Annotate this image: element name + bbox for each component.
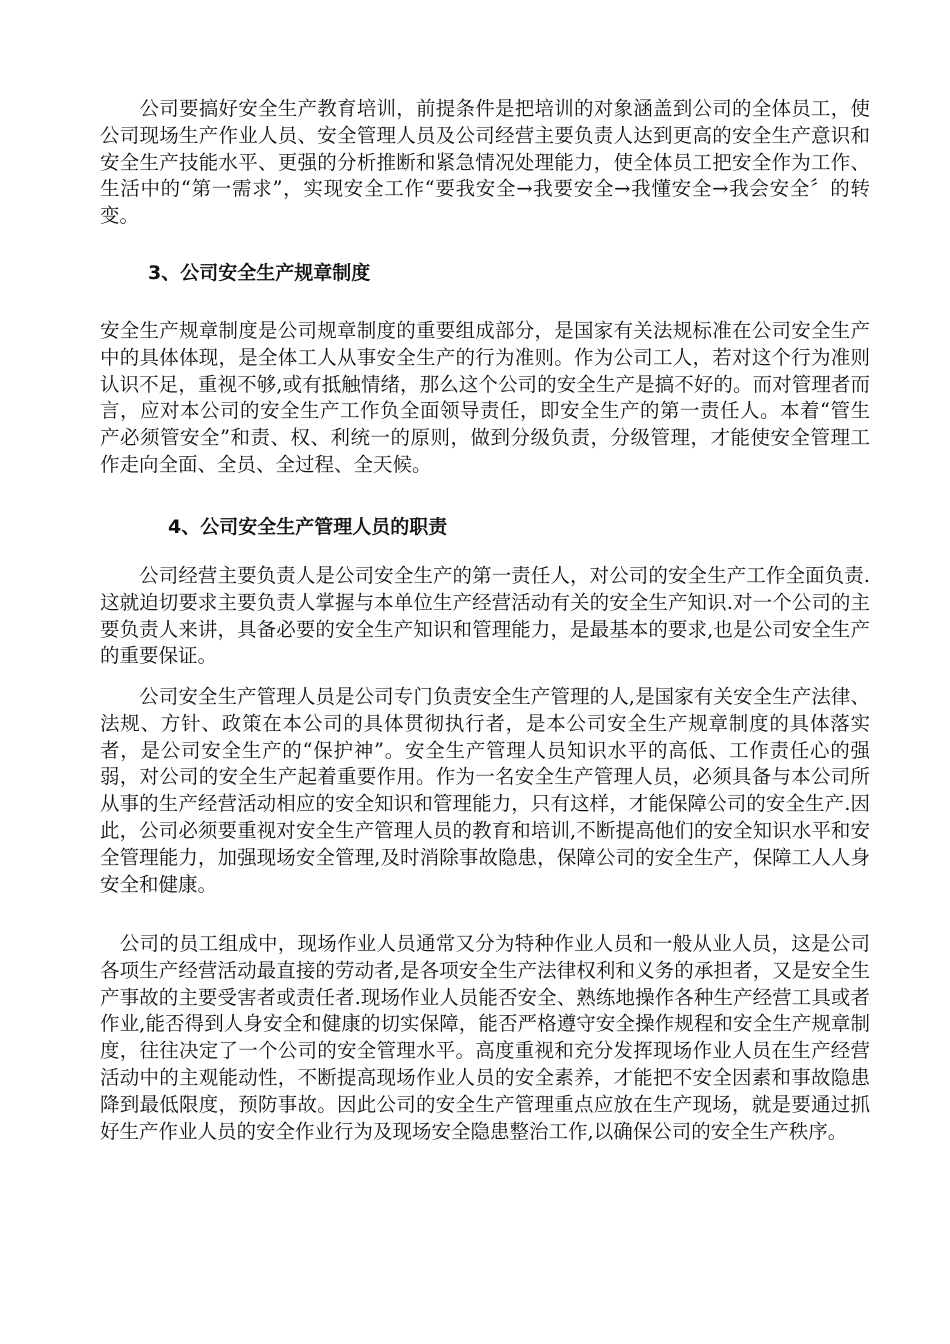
paragraph-regulations: 安全生产规章制度是公司规章制度的重要组成部分，是国家有关法规标准在公司安全生产中的具体体现，是全体工人从事安全生产的行为准则。作为公司工人，若对这个行为准则认识不足，重视不够,或有抵触情绪，那么这个公司的安全生产是搞不好的。而对管理者而言，应对本公司的安全生产工作负全面领导责任，即安全生产的第一责任人。本着“管生产必须管安全”和责、权、利统一的原则，做到分级负责，分级管理，才能使安全管理工作走向全面、全员、全过程、全天候。 xyxy=(100,319,870,476)
paragraph-safety-managers: 公司安全生产管理人员是公司专门负责安全生产管理的人,是国家有关安全生产法律、法规、方针、政策在本公司的具体贯彻执行者，是本公司安全生产规章制度的具体落实者，是公司安全生产的“保护神”。安全生产管理人员知识水平的高低、工作责任心的强弱，对公司的安全生产起着重要作用。作为一名安全生产管理人员，必须具备与本公司所从事的生产经营活动相应的安全知识和管理能力，只有这样，才能保障公司的安全生产.因此，公司必须要重视对安全生产管理人员的教育和培训,不断提高他们的安全知识水平和安全管理能力，加强现场安全管理,及时消除事故隐患，保障公司的安全生产，保障工人人身安全和健康。 xyxy=(100,685,870,896)
heading-section-3: 3、公司安全生产规章制度 xyxy=(148,262,371,284)
paragraph-field-workers: 公司的员工组成中，现场作业人员通常又分为特种作业人员和一般从业人员，这是公司各项生产经营活动最直接的劳动者,是各项安全生产法律权利和义务的承担者，又是安全生产事故的主要受害者或责任者.现场作业人员能否安全、熟练地操作各种生产经营工具或者作业,能否得到人身安全和健康的切实保障，能否严格遵守安全操作规程和安全生产规章制度，往往决定了一个公司的安全管理水平。高度重视和充分发挥现场作业人员在生产经营活动中的主观能动性，不断提高现场作业人员的安全素养，才能把不安全因素和事故隐患降到最低限度，预防事故。因此公司的安全生产管理重点应放在生产现场，就是要通过抓好生产作业人员的安全作业行为及现场安全隐患整治工作,以确保公司的安全生产秩序。 xyxy=(100,932,870,1143)
paragraph-training: 公司要搞好安全生产教育培训，前提条件是把培训的对象涵盖到公司的全体员工，使公司现场生产作业人员、安全管理人员及公司经营主要负责人达到更高的安全生产意识和安全生产技能水平、更强的分析推断和紧急情况处理能力，使全体员工把安全作为工作、生活中的“第一需求”，实现安全工作“要我安全→我要安全→我懂安全→我会安全〞的转变。 xyxy=(100,97,870,228)
heading-section-4: 4、公司安全生产管理人员的职责 xyxy=(168,516,448,538)
paragraph-principal-responsibility: 公司经营主要负责人是公司安全生产的第一责任人，对公司的安全生产工作全面负责.这就迫切要求主要负责人掌握与本单位生产经营活动有关的安全生产知识.对一个公司的主要负责人来讲，具备必要的安全生产知识和管理能力，是最基本的要求,也是公司安全生产的重要保证。 xyxy=(100,564,870,668)
